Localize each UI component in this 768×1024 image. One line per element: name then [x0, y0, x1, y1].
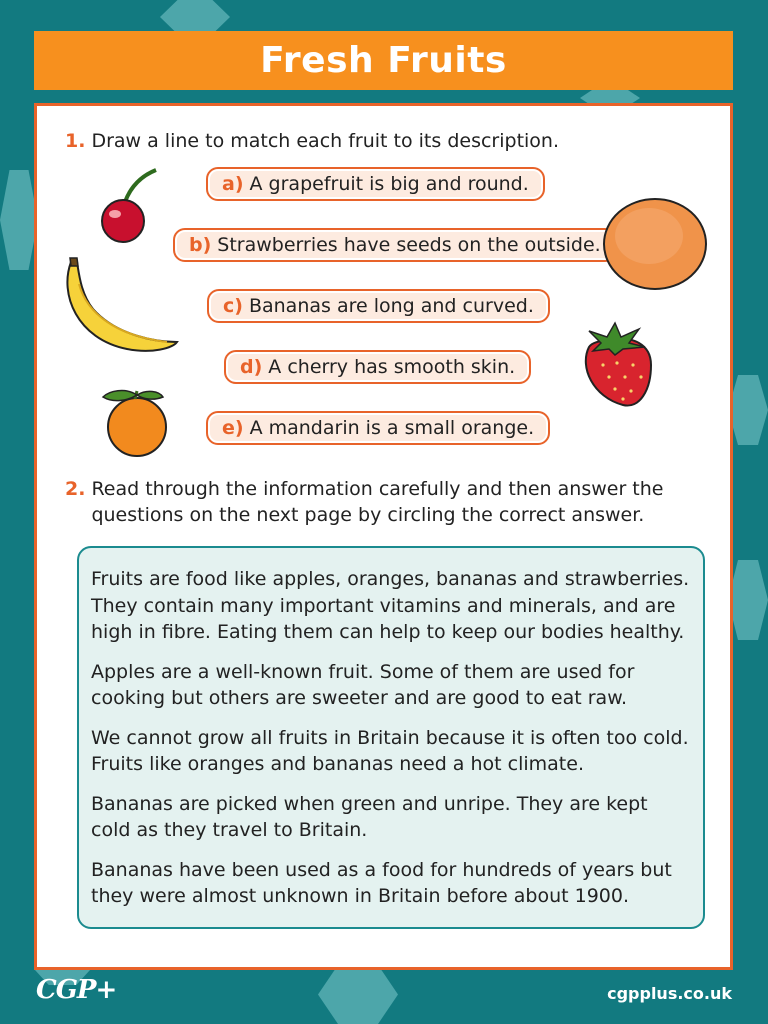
question-number: 1. — [65, 130, 86, 152]
question-text: Draw a line to match each fruit to its description. — [91, 130, 560, 152]
item-text: A mandarin is a small orange. — [249, 417, 535, 439]
info-paragraph: Apples are a well-known fruit. Some of them are used for cooking but others are sweeter and are good to eat raw. — [91, 660, 635, 709]
info-paragraph: Fruits are food like apples, oranges, bananas and strawberries. They contain many important vitamins and minerals, and are high in fibre. Eating them can help to keep our bodies healthy. — [91, 568, 690, 643]
background-hexagon — [160, 0, 230, 34]
item-text: A cherry has smooth skin. — [268, 356, 516, 378]
page-title: Fresh Fruits — [260, 40, 507, 81]
background-hexagon — [728, 375, 768, 445]
question-text: Read through the information carefully and then answer the questions on the next page by circling the correct answer. — [91, 478, 664, 526]
mandarin-icon[interactable] — [97, 385, 173, 457]
item-letter: c) — [223, 295, 243, 317]
background-hexagon — [318, 965, 398, 1024]
description-a[interactable] — [206, 167, 545, 201]
description-c[interactable] — [207, 289, 550, 323]
banana-icon[interactable] — [57, 254, 182, 359]
description-e[interactable] — [206, 411, 550, 445]
background-hexagon — [728, 560, 768, 640]
background-hexagon — [0, 170, 38, 270]
item-letter: a) — [222, 173, 244, 195]
info-paragraph: Bananas have been used as a food for hundreds of years but they were almost unknown in Britain before about 1900. — [91, 858, 672, 907]
description-b[interactable] — [173, 228, 617, 262]
cgp-logo[interactable]: CGP+ — [36, 975, 117, 1005]
question-number: 2. — [65, 478, 86, 500]
footer-url[interactable]: cgpplus.co.uk — [607, 984, 732, 1003]
cherry-icon[interactable] — [92, 164, 164, 244]
item-text: A grapefruit is big and round. — [249, 173, 529, 195]
item-letter: b) — [189, 234, 212, 256]
title-bar — [34, 31, 733, 90]
information-box — [77, 546, 705, 929]
info-paragraph: We cannot grow all fruits in Britain because it is often too cold. Fruits like oranges and bananas need a hot climate. — [91, 726, 689, 775]
description-d[interactable] — [224, 350, 531, 384]
item-text: Strawberries have seeds on the outside. — [217, 234, 601, 256]
worksheet-panel — [34, 103, 733, 970]
info-paragraph: Bananas are picked when green and unripe. They are kept cold as they travel to Britain. — [91, 792, 648, 841]
item-text: Bananas are long and curved. — [248, 295, 534, 317]
item-letter: e) — [222, 417, 244, 439]
grapefruit-icon[interactable] — [601, 196, 709, 292]
strawberry-icon[interactable] — [579, 321, 655, 409]
question-1 — [65, 128, 559, 154]
item-letter: d) — [240, 356, 263, 378]
question-2 — [65, 476, 685, 528]
